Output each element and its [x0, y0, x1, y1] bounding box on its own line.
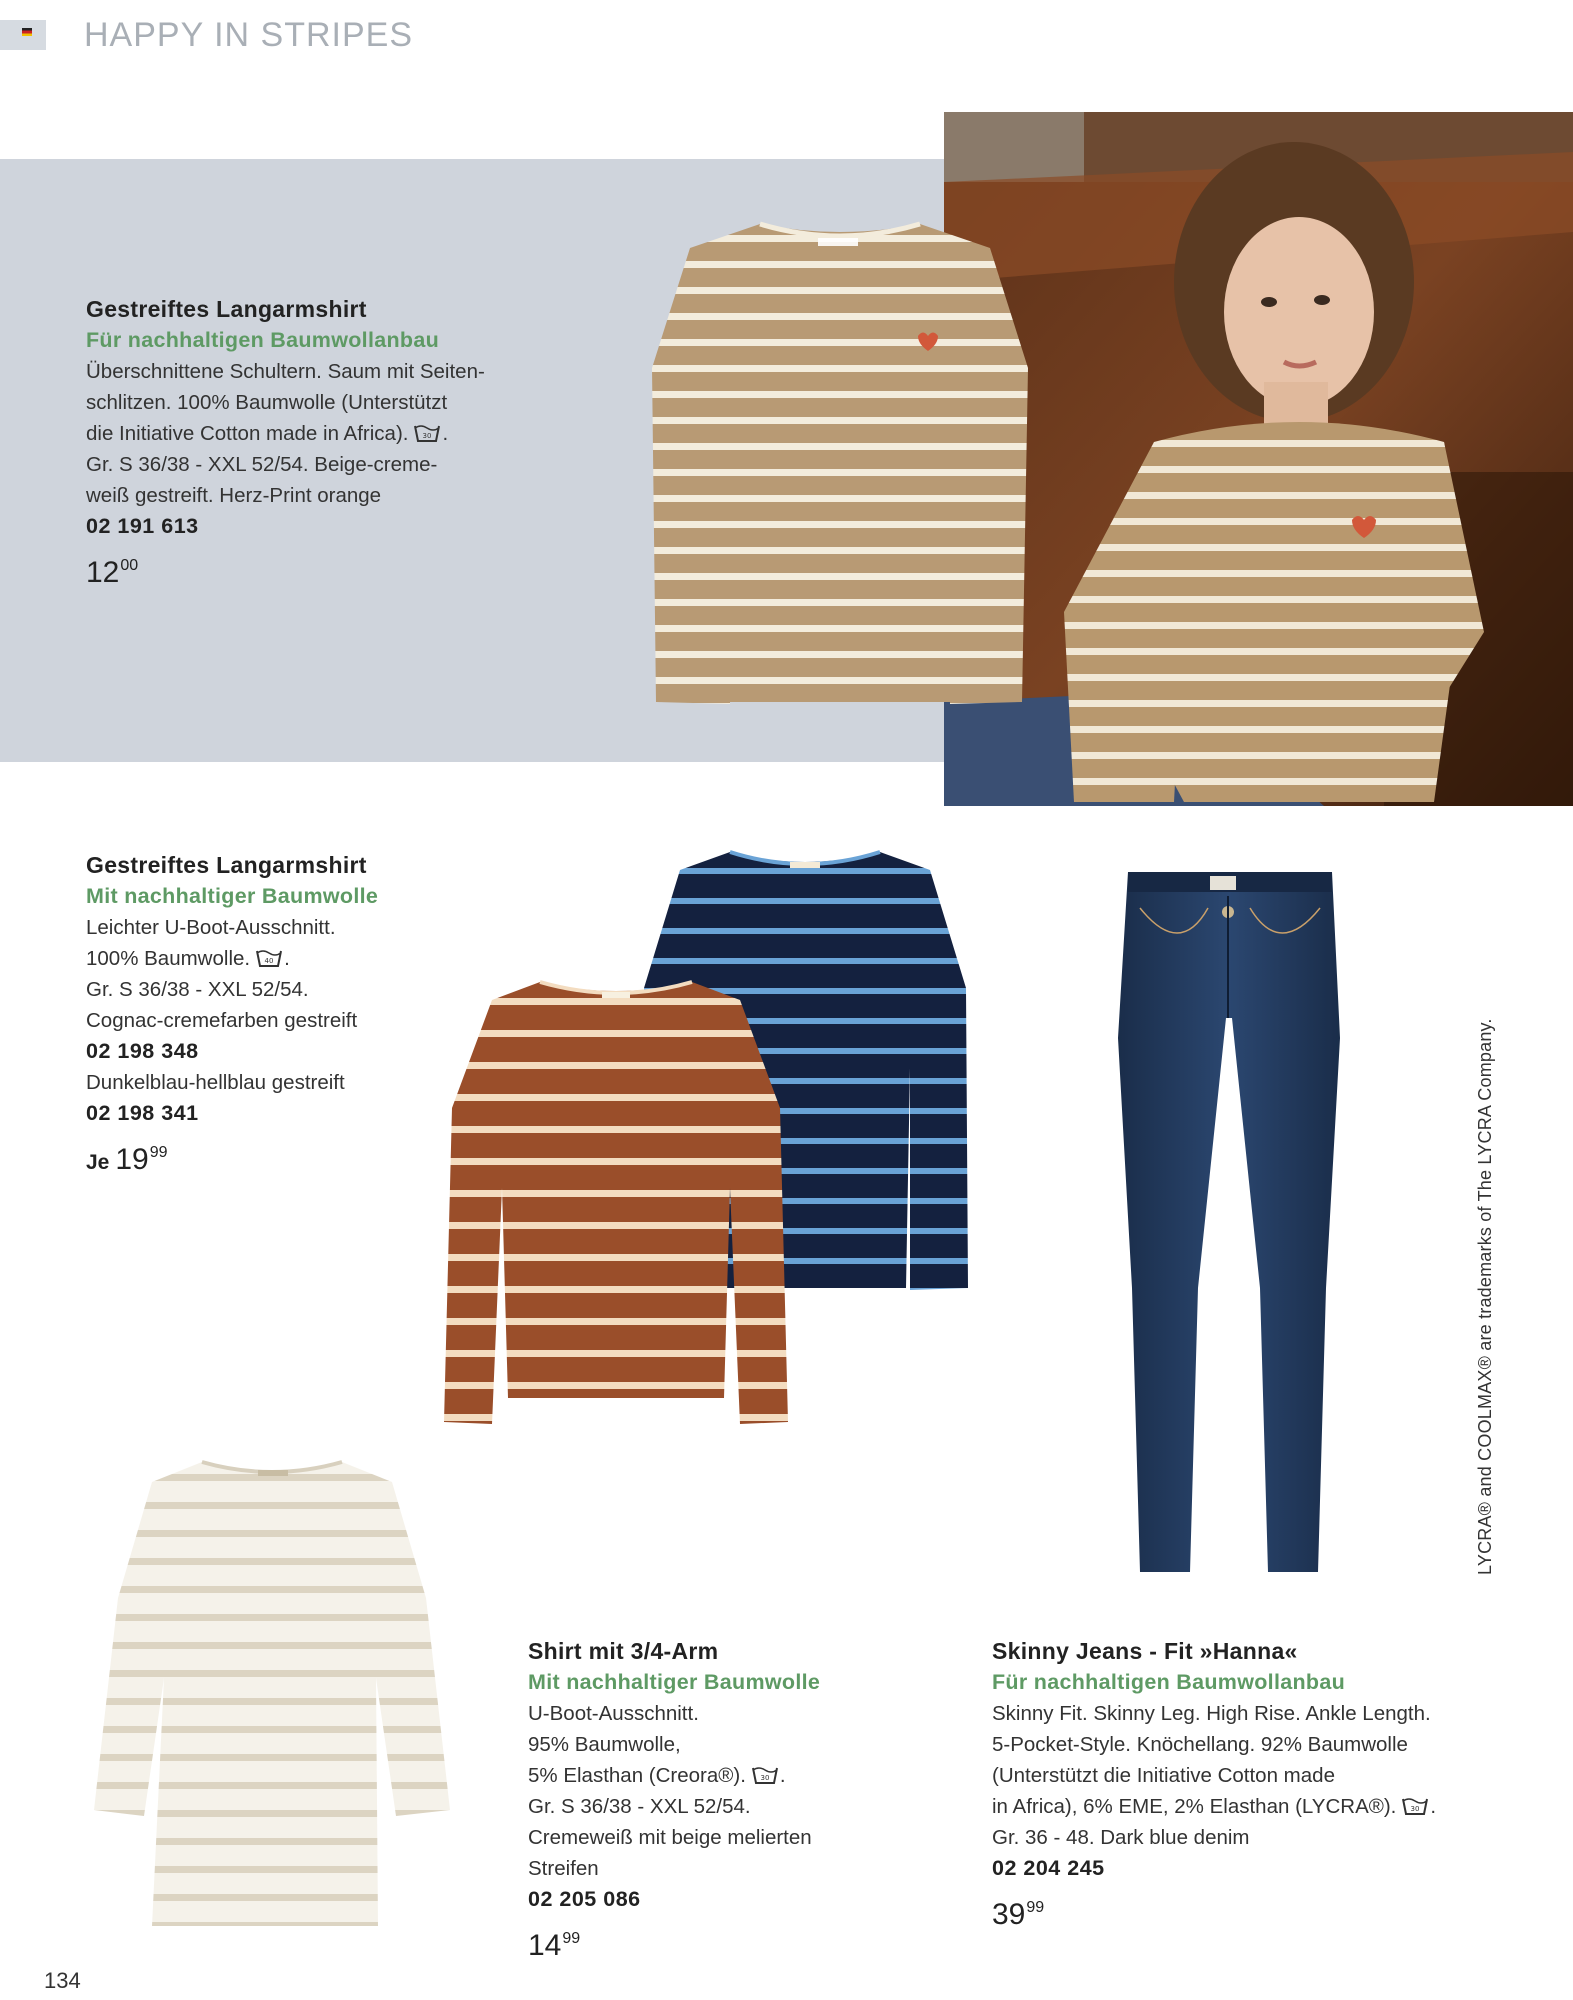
svg-text:40: 40 — [264, 957, 274, 965]
description-line: 5-Pocket-Style. Knöchellang. 92% Baumwolle — [992, 1733, 1408, 1756]
beige-striped-shirt-image — [650, 218, 1030, 710]
trademark-note: LYCRA® and COOLMAX® are trademarks of The LYCRA Company. — [1475, 1018, 1495, 1575]
price — [528, 1921, 928, 1964]
svg-text:30: 30 — [760, 1774, 770, 1782]
price-main: 12 — [86, 556, 120, 589]
model-photo — [944, 112, 1573, 806]
description-line: Gr. S 36/38 - XXL 52/54. — [528, 1795, 751, 1818]
description-line: Streifen — [528, 1857, 599, 1880]
price-main: 39 — [992, 1898, 1026, 1931]
description-line: 5% Elasthan (Creora®). — [528, 1764, 746, 1787]
description-line: schlitzen. 100% Baumwolle (Unterstützt — [86, 391, 448, 414]
description-line: (Unterstützt die Initiative Cotton made — [992, 1764, 1335, 1787]
article-number: 02 191 613 — [86, 514, 199, 538]
product-description: Skinny Fit. Skinny Leg. High Rise. Ankle Length. 5-Pocket-Style. Knöchellang. 92% Baumwolle (Unterstützt die Initiative Cotton made in Africa), 6% EME, 2% Elasthan (LYCRA®). 30 . Gr. 36 - 48. Dark blue denim — [992, 1698, 1512, 1853]
price-main: 19 — [115, 1143, 149, 1176]
wash-30-icon — [414, 421, 440, 441]
cream-3-4-sleeve-shirt-image — [92, 1458, 452, 1930]
flag-icon — [22, 28, 32, 36]
price-cents: 99 — [1026, 1899, 1045, 1916]
description-line: Gr. S 36/38 - XXL 52/54. — [86, 978, 309, 1001]
description-line: Gr. 36 - 48. Dark blue denim — [992, 1826, 1250, 1849]
sustainability-claim: Mit nachhaltiger Baumwolle — [86, 884, 379, 908]
product-card-3 — [528, 1636, 928, 1964]
description-line: Cognac-cremefarben gestreift — [86, 1009, 358, 1032]
description-line: 95% Baumwolle, — [528, 1733, 681, 1756]
skinny-jeans-image — [1110, 868, 1348, 1576]
product-card-4 — [992, 1636, 1512, 1933]
description-line: Cremeweiß mit beige melierten — [528, 1826, 812, 1849]
cognac-striped-shirt-image — [440, 978, 792, 1426]
price-main: 14 — [528, 1929, 562, 1962]
product-card-1 — [86, 294, 556, 591]
sustainability-claim: Für nachhaltigen Baumwollanbau — [86, 328, 440, 352]
price — [992, 1890, 1512, 1933]
description-line: Leichter U-Boot-Ausschnitt. — [86, 916, 336, 939]
article-number-2: 02 198 341 — [86, 1101, 199, 1125]
section-title: HAPPY IN STRIPES — [84, 16, 414, 54]
product-name: Skinny Jeans - Fit »Hanna« — [992, 1638, 1298, 1664]
article-number: 02 204 245 — [992, 1856, 1105, 1880]
product-description: Überschnittene Schultern. Saum mit Seiten- schlitzen. 100% Baumwolle (Unterstützt die Initiative Cotton made in Africa). 30 . Gr. S 36/38 - XXL 52/54. Beige-creme- weiß gestreift. Herz-Print orange — [86, 356, 556, 511]
description-line: die Initiative Cotton made in Africa). — [86, 422, 409, 445]
article-number: 02 198 348 — [86, 1039, 199, 1063]
description-line: Überschnittene Schultern. Saum mit Seiten- — [86, 360, 485, 383]
article-number: 02 205 086 — [528, 1887, 641, 1911]
wash-30-icon — [1402, 1794, 1428, 1814]
sustainability-claim: Mit nachhaltiger Baumwolle — [528, 1670, 821, 1694]
svg-text:30: 30 — [423, 432, 432, 440]
description-line: Skinny Fit. Skinny Leg. High Rise. Ankle Length. — [992, 1702, 1431, 1725]
sustainability-claim: Für nachhaltigen Baumwollanbau — [992, 1670, 1346, 1694]
product-name: Gestreiftes Langarmshirt — [86, 852, 367, 878]
description-line: weiß gestreift. Herz-Print orange — [86, 484, 382, 507]
product-name: Gestreiftes Langarmshirt — [86, 296, 367, 322]
description-line: Gr. S 36/38 - XXL 52/54. Beige-creme- — [86, 453, 438, 476]
variant-color: Dunkelblau-hellblau gestreift — [86, 1071, 345, 1094]
price-cents: 99 — [149, 1144, 168, 1161]
price-cents: 99 — [562, 1930, 581, 1947]
page-number: 134 — [44, 1968, 81, 1993]
wash-40-icon — [256, 946, 282, 966]
description-line: 100% Baumwolle. — [86, 947, 251, 970]
header-tab — [0, 20, 46, 50]
price — [86, 548, 556, 591]
product-description: Leichter U-Boot-Ausschnitt. 100% Baumwolle. 40 . Gr. S 36/38 - XXL 52/54. Cognac-cremefarben gestreift — [86, 912, 526, 1036]
product-name: Shirt mit 3/4-Arm — [528, 1638, 719, 1664]
price-cents: 00 — [120, 557, 139, 574]
product-description: U-Boot-Ausschnitt. 95% Baumwolle, 5% Elasthan (Creora®). 30 . Gr. S 36/38 - XXL 52/54. Cremeweiß mit beige melierten Streifen — [528, 1698, 928, 1884]
svg-text:30: 30 — [1410, 1805, 1420, 1813]
wash-30-icon — [752, 1763, 778, 1783]
description-line: U-Boot-Ausschnitt. — [528, 1702, 699, 1725]
price-prefix: Je — [86, 1151, 110, 1174]
description-line: in Africa), 6% EME, 2% Elasthan (LYCRA®). — [992, 1795, 1397, 1818]
